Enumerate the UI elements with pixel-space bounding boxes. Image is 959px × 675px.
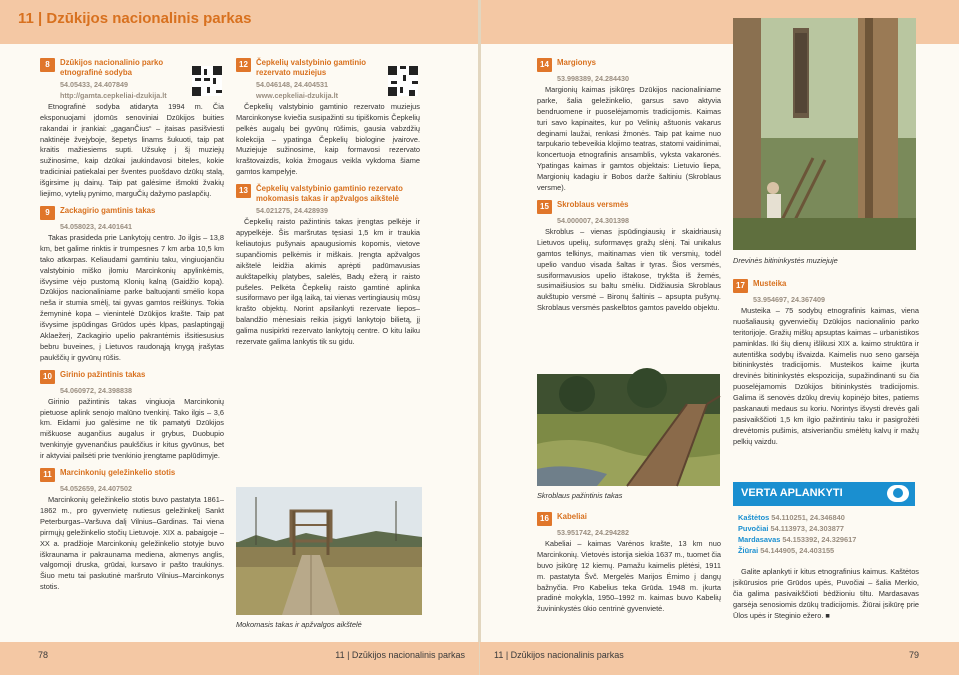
village-name: Kaštėtos — [738, 513, 770, 522]
village-coords: 54.144905, 24.403155 — [760, 545, 835, 555]
header-band — [0, 0, 479, 44]
footer-right — [480, 642, 959, 675]
footer-section: 11 | Dzūkijos nacionalinis parkas — [335, 650, 465, 660]
right-column-1b — [537, 512, 721, 621]
entry-text: Skroblus – vienas įspūdingiausių ir skaidriausių Lietuvos upelių, suformavęs gražų slėnį. Tai unikalus gamtos telkinys, maitinamas vien tik versmių, todėl upelio vanduo visada šaltas ir tyras. Šios versmės, susiformavusios upelio ištakose, trykšta iš žemės, susimaišiusios su baltu smėliu. Didžiausia Skroblaus aukštupio versmė – Bironų šaltinis – apsupta pušynų. Skroblaus versmės paskelbtos gamtos paveldo objektu. — [537, 226, 721, 313]
page-gutter — [478, 0, 481, 675]
entry-number-badge: 12 — [236, 58, 251, 72]
village-coords: 54.153392, 24.329617 — [782, 534, 857, 544]
entry-number-badge: 11 — [40, 468, 55, 482]
photo-caption: Mokomasis takas ir apžvalgos aikštelė — [236, 620, 362, 629]
eye-icon — [887, 485, 909, 502]
entry-title: Čepkelių valstybinio gamtinio rezervato muziejus — [256, 58, 367, 77]
photo-image — [236, 487, 422, 615]
entry-coords: 54.058023, 24.401641 — [60, 221, 132, 231]
entry-text: Takas prasideda prie Lankytojų centro. Jo ilgis – 13,8 km, bet galime rinktis ir trumpesnes 7 km arba 10,5 km tako atkarpas. Keliaudami gamtiniu taku, vingiuojančiu valstybinio miško įlomiu Marcinkonių apylinkėmis, išvysime vėjo pustomą Klonių kalną (Gaidžio kopą). Dzūkijos nacionaliniame parke baltuojanti smėlio kopa neša ir stumia smėlį, tai gyvas gamtos reiškinys. Tokia žemyninė kopa – vienintelė Dzūkijos krašte. Taip pat išvysime įspūdingas Grūdos upės klpas, paslaptingąjį Aklaežerį, Zackagirio upelio pakrantėmis išsitiesusius bebru buveines, į Lietuvos raudonąją knygą įrašytas paukščių ir gyvūnų rūšis. — [40, 232, 224, 362]
qr-code-icon — [388, 66, 418, 96]
right-column-2 — [733, 279, 919, 454]
boardwalk-photo — [537, 374, 720, 486]
entry-number-badge: 13 — [236, 184, 251, 198]
entry-title: Musteika — [753, 279, 787, 288]
page-number: 78 — [38, 650, 49, 660]
page-number: 79 — [908, 650, 919, 660]
entry-coords: 54.021275, 24.428939 — [256, 206, 328, 216]
verta-list — [738, 513, 918, 557]
verta-text: Galite aplankyti ir kitus etnografinius kaimus. Kaštėtos įsikūrusios prie Grūdos upės, Puvočiai – šalia Merkio, čia galima pasivaikščioti bėdžioniu tiltu. Mardasavas garsėja senosiomis dzūkų tradicijomis. Žiūrai įsikūrę prie Ūlos upės ir Steginio ežero. ■ — [733, 567, 919, 620]
entry-17 — [733, 279, 919, 448]
entry-15 — [537, 200, 721, 314]
entry-10 — [40, 370, 224, 462]
village-coords: 54.110251, 24.346840 — [771, 513, 845, 522]
photo-caption: Skroblaus pažintinis takas — [537, 491, 623, 500]
entry-title: Marcinkonių geležinkelio stotis — [60, 468, 176, 478]
entry-title: Dzūkijos nacionalinio parko etnografinė sodyba — [60, 58, 164, 77]
entry-text: Čepkelių valstybinio gamtinio rezervato muziejus Marcinkonyse kviečia susipažinti su tipiškomis Čepkelių pelkės augalų bei gyvūnų rūšimis, gausia vabzdžių kolekcija – ypatinga Čepkelių biologine įvairove. Muziejuje sužinosime, kaip formavosi rezervato kraštovaizdis, kokia žmogaus veikla vykdoma šiame gamtos kampelyje. — [236, 101, 420, 177]
entry-coords: 54.046148, 24.404531 — [256, 80, 328, 89]
entry-number-badge: 14 — [537, 58, 552, 72]
entry-coords: 53.998389, 24.284430 — [557, 74, 629, 83]
list-item — [738, 546, 918, 557]
photo-image — [733, 18, 916, 250]
entry-8 — [40, 58, 224, 200]
entry-coords: 53.951742, 24.294282 — [557, 528, 629, 537]
qr-code-icon — [192, 66, 222, 96]
entry-coords: 53.954697, 24.367409 — [753, 295, 825, 304]
village-coords: 54.113973, 24.303877 — [770, 523, 845, 533]
entry-number-badge: 8 — [40, 58, 55, 72]
entry-number-badge: 9 — [40, 206, 55, 220]
list-item — [738, 513, 918, 524]
entry-text: Girinio pažintinis takas vingiuoja Marcinkonių pietuose aplink senojo malūno tvenkinį. Tako ilgis – 3,6 km. Eidami juo galėsime ne tik pamatyti Dzūkijos miškuose augančius augalus ir grybus, Duobupio tvenkinyje gyvenančius paukščius ir kitus gyvūnus, bet ir aktyviai pailsėti prie tvenkinio įrengtame paplūdimyje. — [40, 396, 224, 461]
entry-title: Čepkelių valstybinio gamtinio rezervato mokomasis takas ir apžvalgos aikštelė — [256, 184, 403, 204]
list-item — [738, 524, 918, 535]
entry-url[interactable]: http://gamta.cepkeliai-dzukija.lt — [60, 90, 167, 100]
entry-coords: 54.052659, 24.407502 — [60, 484, 132, 494]
entry-number-badge: 10 — [40, 370, 55, 384]
entry-title: Margionys — [557, 58, 596, 67]
entry-text: Čepkelių raisto pažintinis takas įrengtas pelkėje ir apypelkėje. Šis maršrutas tęsiasi 1,5 km ir traukia keliautojus pušynais apaugusiomis kopomis, vietove supančiomis pelkėmis ir miškais. Įrengta apžvalgos aikštelė leidžia akimis aprėpti padūmavusias aukštapelkių platybes, salelės, Badų ežerą ir raisto pušeles. Pelkėta Čepkelių raisto gamtinė aplinka susiformavo per ilgą laiką, tai vienas vertingiausių mūsų krašto objektų. Norint apsilankyti rezervate liepos–balandžio mėnesiais reikia įsigyti lankytojo bilietą, jį galima nusipirkti rezervato lankytojų centre. O kitu laiku rezervate galima lankytis tik su gidu. — [236, 217, 420, 347]
entry-text: Margionių kaimas įsikūręs Dzūkijos nacionaliniame parke, šalia geležinkelio, garsus savo aktyvia bendruomene ir puoselėjamomis tradicijomis. Kaimas turi savo kapinaites, kur po Velinių aštuonis vakarus deginami laužai, renkasi žmonės. Taip pat kaime nuo tarpukario tebeveikia klojimo teatras, statomi vaidinimai, koncertuoja etnografinis ansamblis, vyksta vakaronės. Ypatingas kaimas ir gamtos objektais: Lietuvio liepa, Margionių kadagiu ir Bobos darže šaltiniu (Skroblaus versme). — [537, 84, 721, 193]
photo-image — [537, 374, 720, 486]
entry-11 — [40, 468, 224, 592]
observation-deck-photo — [236, 487, 422, 615]
verta-title: VERTA APLANKYTI — [741, 487, 843, 499]
entry-title: Girinio pažintinis takas — [60, 369, 146, 379]
entry-text: Kabeliai – kaimas Varėnos krašte, 13 km nuo Marcinkonių. Vietovės istorija siekia 1637 m., tuomet čia buvo įsikūrę 12 kiemų. Pamažu kaimelis plėtėsi, 1911 m. pastatyta Švč. Mergelės Marijos Ėmimo į dangų bažnyčia. Pro Kabelius teka Grūda. 1948 m. įkurta pradinė mokykla, 1950–1992 m. kaimas buvo Kabelių žuvininkystės ūkio centrinė gyvenvietė. — [537, 538, 721, 614]
village-name: Žiūrai — [738, 545, 759, 555]
entry-16 — [537, 512, 721, 615]
entry-number-badge: 15 — [537, 200, 552, 214]
left-column-2 — [236, 58, 420, 354]
entry-coords: 54.060972, 24.398838 — [60, 385, 132, 395]
left-column-1 — [40, 58, 224, 592]
footer-section: 11 | Dzūkijos nacionalinis parkas — [494, 650, 624, 660]
entry-title: Kabeliai — [557, 512, 587, 521]
entry-text: Musteika – 75 sodybų etnografinis kaimas, viena nuošaliausių gyvenviečių Dzūkijos nacionalinio parko teritorijoje. Gražių miškų apsuptas kaimas – urbanistikos paminklas. Iki šių dienų išlikusi XIX a. kaimo struktūra ir autentiška sodybų išvaizda. Kaimelis nuo seno garsėja bitininkystės tradicijomis. Musteikos kaime įkurta drevinės bitininkystės ekspozicija, supažindinanti su čia puoselėjamomis Dzūkijos bitininkystės tradicijomis. Galima iš senovės dzūkų drevių kopinėjo bites, patiems paskanauti medaus su koriu. Norintys išvysti drevės gali pasivaikščioti 1,5 km ilgio pažintiniu taku ir pasigrožėti drevėtomis pušimis, atsiveriančiu smėlėtų kalvų ir mažų pelkių vaizdu. — [733, 305, 919, 446]
entry-text: Marcinkonių geležinkelio stotis buvo pastatyta 1861–1862 m., pro gyvenvietę nutiesus geležinkelį Sankt Peterburgas–Varšuva dalį Vilnius–Gardinas. Tai viena pirmųjų geležinkelio stočių Lietuvoje. XIX a. pabaigoje – XX a. pradžioje Marcinkonių geležinkelio stotyje buvo iškraunama ir pakraunama mediena, akmenys anglis, valgomoji druska, grūdai, kursavo ir pašto traukinys. Šiuo metu tai paskutinė maršruto Vilnius–Marcinkonys stotis. — [40, 495, 224, 592]
footer-left — [0, 642, 479, 675]
entry-14 — [537, 58, 721, 194]
village-name: Puvočiai — [738, 523, 769, 533]
entry-number-badge: 16 — [537, 512, 552, 526]
chapter-title: 11 | Dzūkijos nacionalinis parkas — [18, 10, 252, 27]
entry-number-badge: 17 — [733, 279, 748, 293]
photo-caption: Drevinės bitininkystės muziejuje — [733, 256, 838, 265]
entry-title: Zackagirio gamtinis takas — [60, 205, 156, 215]
right-column-1 — [537, 58, 721, 320]
list-item — [738, 535, 918, 546]
verta-aplankyti-banner — [733, 482, 915, 506]
entry-9 — [40, 206, 224, 364]
entry-13 — [236, 184, 420, 348]
entry-coords: 54.05433, 24.407849 — [60, 80, 128, 89]
beekeeping-photo — [733, 18, 916, 250]
entry-coords: 54.000007, 24.301398 — [557, 215, 629, 225]
entry-title: Skroblaus versmės — [557, 199, 629, 209]
entry-text: Etnografinė sodyba atidaryta 1994 m. Čia eksponuojami įdomūs senoviniai Dzūkijos buities rakandai ir įrankiai: „gaganČius“ – įtaisas pasišviesti naktinėje žvejyboje, šepetys linams šukuoti, taip pat kraitis mažiesiems supti. Užsukę į šį muziejų sužinosime, kaip dzūkai jaukindavosi biteles, kokie tradiciniai patiekalai per šventes puošdavo dzūkų stalą, išgirsime jų dainų. Taip pat galėsime išmokti žvakių liejimo, vytelių pynimo, marguČių dažymo paslapčių. — [40, 101, 224, 199]
entry-12 — [236, 58, 420, 178]
entry-url[interactable]: www.cepkeliai-dzukija.lt — [256, 90, 339, 100]
village-name: Mardasavas — [738, 534, 781, 544]
